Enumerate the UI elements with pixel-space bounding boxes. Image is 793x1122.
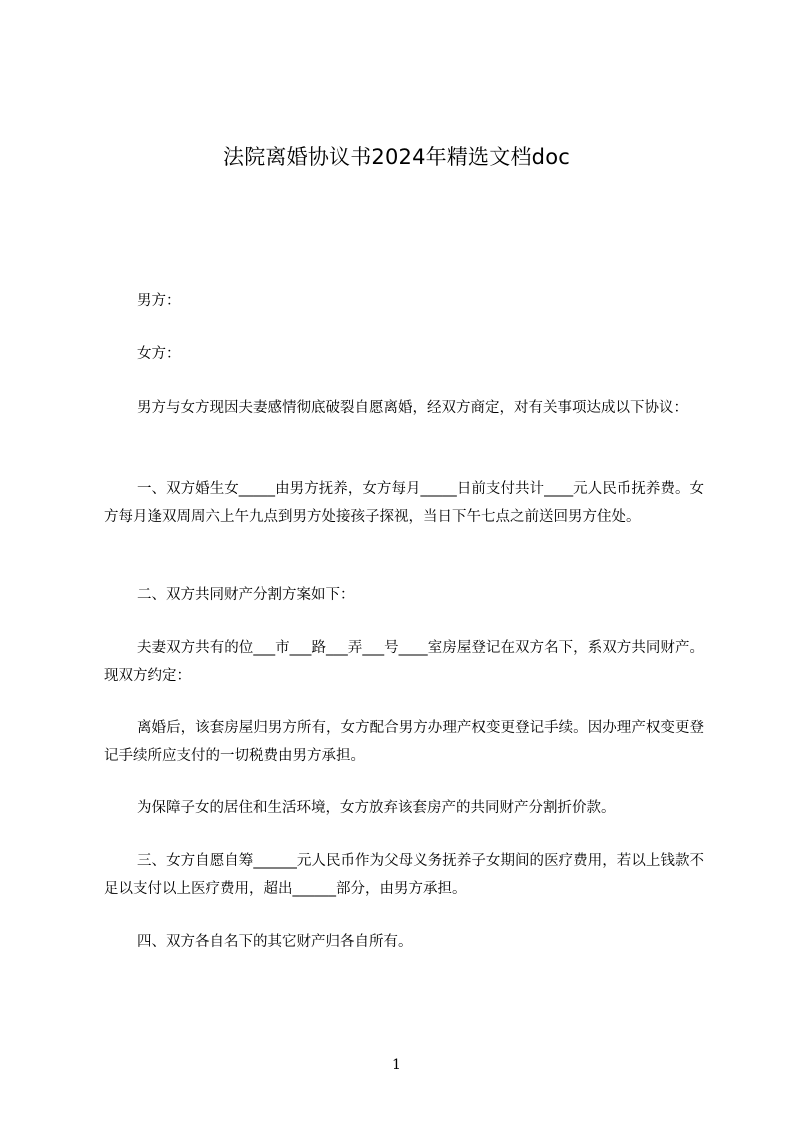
male-party-line: 男方： [137,293,181,309]
clause-four-paragraph: 四、双方各自名下的其它财产归各自所有。 [137,934,413,950]
female-party-line: 女方： [137,346,181,362]
property-waiver-paragraph: 为保障子女的居住和生活环境，女方放弃该套房产的共同财产分割折价款。 [137,800,616,816]
page-number: 1 [392,1057,401,1073]
jointly-owned-property-paragraph: 夫妻双方共有的位___市___路___弄___号____室房屋登记在双方名下，系双方共同财产。现双方约定： [104,640,704,684]
clause-one-custody-paragraph: 一、双方婚生女_____由男方抚养，女方每月_____日前支付共计____元人民币抚养费。女方每月逢双周周六上午九点到男方处接孩子探视，当日下午七点之前送回男方住处。 [104,481,704,525]
agreement-intro-paragraph: 男方与女方现因夫妻感情彻底破裂自愿离婚，经双方商定，对有关事项达成以下协议： [137,400,688,416]
house-ownership-paragraph: 离婚后，该套房屋归男方所有，女方配合男方办理产权变更登记手续。因办理产权变更登记手续所应支付的一切税费由男方承担。 [104,720,704,764]
clause-three-medical-paragraph: 三、女方自愿自筹______元人民币作为父母义务抚养子女期间的医疗费用，若以上钱款不足以支付以上医疗费用，超出______部分，由男方承担。 [104,853,704,897]
document-title: 法院离婚协议书2024年精选文档doc [223,145,570,169]
clause-two-heading: 二、双方共同财产分割方案如下： [137,587,355,603]
